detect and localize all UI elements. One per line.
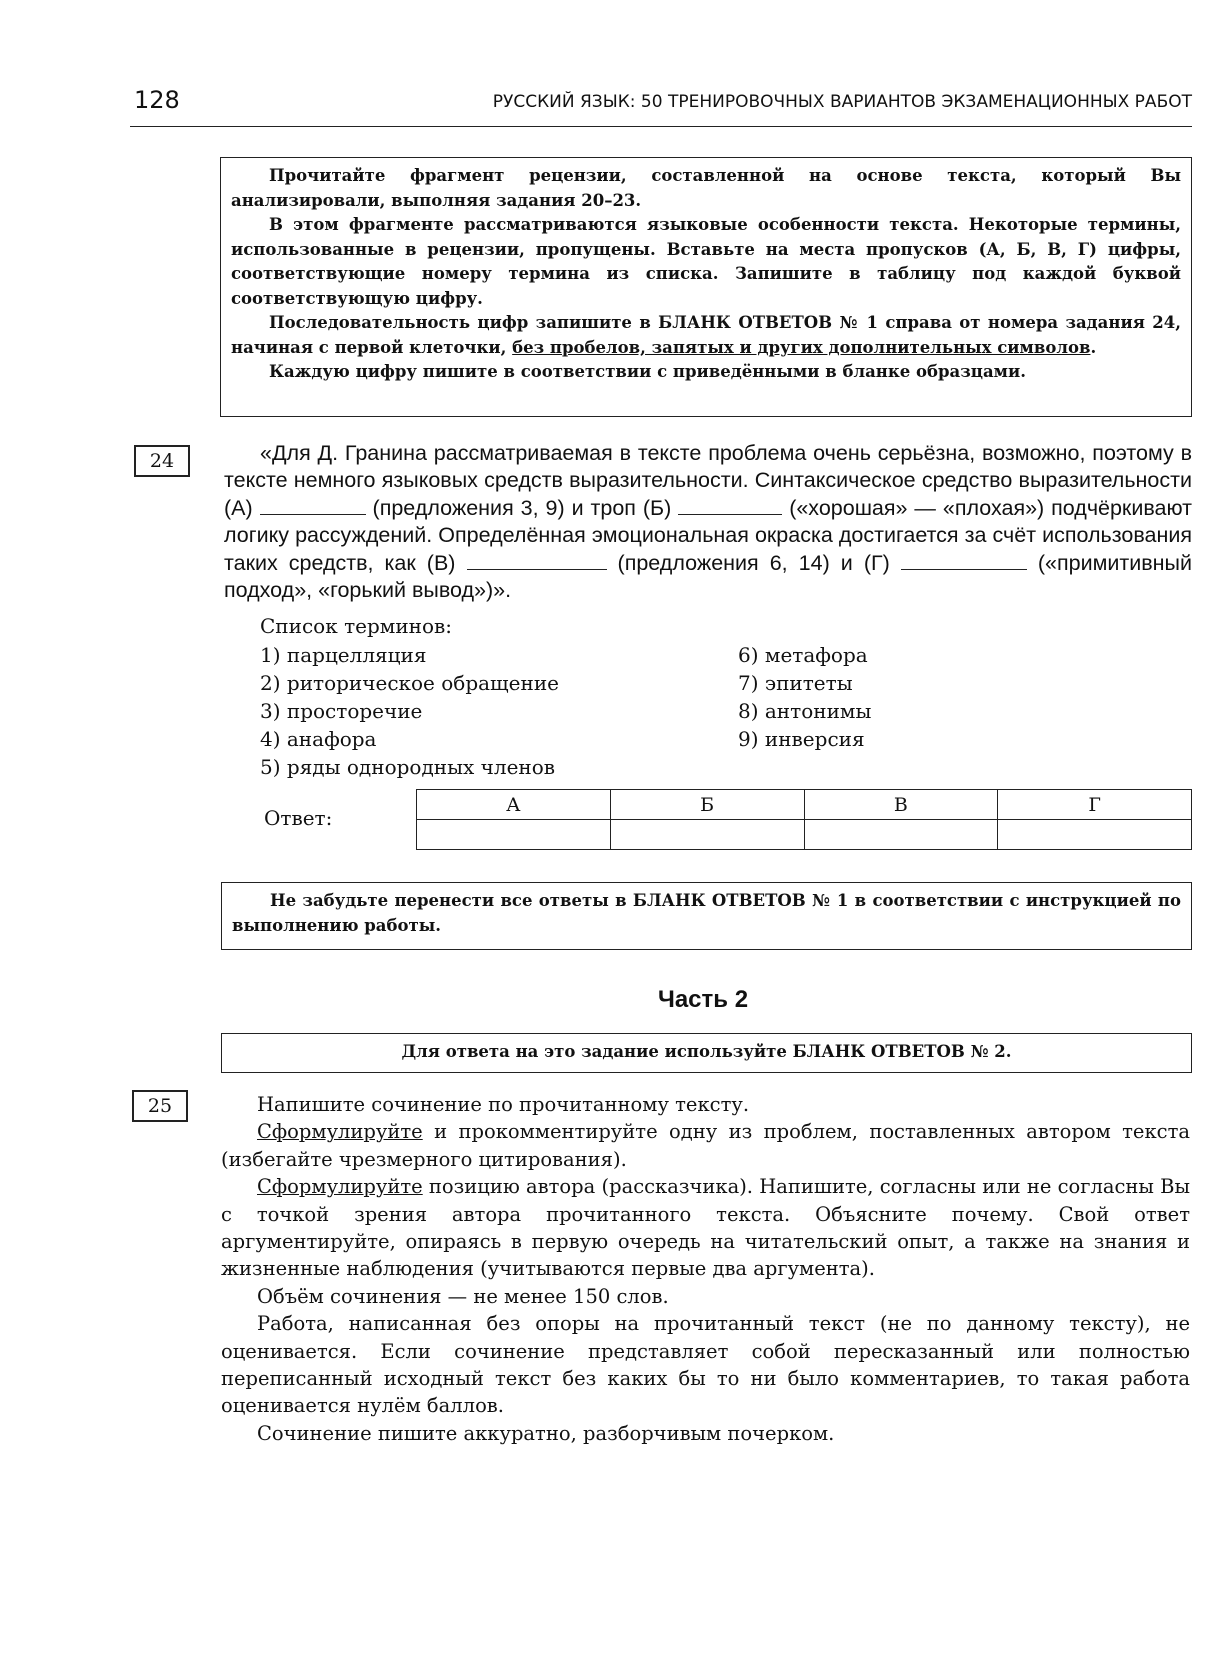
term-item: 1) парцелляция <box>260 643 427 667</box>
instructions-paragraph-1: Прочитайте фрагмент рецензии, составленной на основе текста, который Вы анализировали, выполняя задания 20–23. <box>231 166 1181 210</box>
task-number-24: 24 <box>134 445 190 477</box>
term-item: 8) антонимы <box>738 699 872 723</box>
essay-p2-underlined: Сформулируйте <box>257 1120 423 1144</box>
essay-paragraph-3 <box>221 1173 1190 1283</box>
instructions-paragraph-4: Каждую цифру пишите в соответствии с приведёнными в бланке образцами. <box>269 362 1026 381</box>
answer-cell-g[interactable] <box>998 820 1192 850</box>
blank-b <box>678 496 782 515</box>
answer-header-g: Г <box>998 790 1192 820</box>
answer-cell-a[interactable] <box>417 820 611 850</box>
term-item: 5) ряды однородных членов <box>260 755 556 779</box>
essay-p2-rest: и прокомментируйте одну из проблем, поставленных автором текста (избегайте чрезмерного цитирования). <box>221 1120 1190 1171</box>
term-item: 3) просторечие <box>260 699 423 723</box>
instructions-p3-underlined: без пробелов, запятых и других дополнительных символов <box>512 337 1091 357</box>
review-part-3: («хорошая» — «плохая») подчёркивают логику рассуждений. Определённая эмоциональная окраска достигается за счёт использования таких средств, как (В) <box>224 495 1192 575</box>
answer-header-a: А <box>417 790 611 820</box>
essay-paragraph-1: Напишите сочинение по прочитанному тексту. <box>257 1093 750 1116</box>
terms-title: Список терминов: <box>260 614 453 638</box>
review-part-1: «Для Д. Гранина рассматриваемая в тексте проблема очень серьёзна, возможно, поэтому в тексте немного языковых средств выразительности. Синтаксическое средство выразительности (А) <box>224 441 1192 520</box>
answer-label: Ответ: <box>264 806 333 830</box>
essay-p3-underlined: Сформулируйте <box>257 1175 423 1199</box>
term-item: 2) риторическое обращение <box>260 671 559 695</box>
essay-paragraph-5: Работа, написанная без опоры на прочитанный текст (не по данному тексту), не оценивается. Если сочинение представляет собой пересказанный или полностью переписанный исходный текст без каких бы то ни было комментариев, то такая работа оценивается нулём баллов. <box>221 1312 1190 1418</box>
page-number: 128 <box>134 86 180 114</box>
instructions-p3-start: Последовательность цифр запишите в БЛАНК ОТВЕТОВ № 1 справа от номера задания 24, начиная с первой клеточки, <box>231 313 1181 357</box>
term-item: 9) инверсия <box>738 727 865 751</box>
essay-paragraph-4: Объём сочинения — не менее 150 слов. <box>257 1284 669 1308</box>
running-head: РУССКИЙ ЯЗЫК: 50 ТРЕНИРОВОЧНЫХ ВАРИАНТОВ ЭКЗАМЕНАЦИОННЫХ РАБОТ <box>492 92 1192 112</box>
terms-list-right <box>738 641 871 753</box>
review-part-4: (предложения 6, 14) и (Г) <box>606 550 901 575</box>
answer-cell-b[interactable] <box>610 820 804 850</box>
blank-a <box>260 496 366 515</box>
review-part-5: («примитивный подход», «горький вывод»)». <box>224 550 1192 603</box>
essay-paragraph-2 <box>221 1118 1190 1173</box>
answer-header-v: В <box>804 790 998 820</box>
essay-task <box>221 1091 1190 1447</box>
reminder-box <box>221 882 1192 950</box>
instructions-p3-end: . <box>1090 337 1097 357</box>
review-part-2: (предложения 3, 9) и троп (Б) <box>365 495 679 520</box>
term-item: 7) эпитеты <box>738 671 853 695</box>
header-rule <box>130 126 1192 127</box>
reminder-text: Не забудьте перенести все ответы в БЛАНК ОТВЕТОВ № 1 в соответствии с инструкцией по выполнению работы. <box>232 891 1181 935</box>
task-number-25: 25 <box>132 1090 188 1122</box>
answer-table <box>416 789 1192 850</box>
answer-form-2-note: Для ответа на это задание используйте БЛАНК ОТВЕТОВ № 2. <box>221 1033 1192 1073</box>
review-fragment <box>224 440 1192 604</box>
answer-header-row <box>417 790 1192 820</box>
blank-g <box>901 551 1027 570</box>
terms-list-left <box>260 641 559 781</box>
answer-input-row <box>417 820 1192 850</box>
instructions-paragraph-2: В этом фрагменте рассматриваются языковые особенности текста. Некоторые термины, использованные в рецензии, пропущены. Вставьте на места пропусков (А, Б, В, Г) цифры, соответствующие номеру термина из списка. Запишите в таблицу под каждой буквой соответствующую цифру. <box>231 215 1181 308</box>
term-item: 6) метафора <box>738 643 868 667</box>
instructions-box <box>220 157 1192 417</box>
answer-cell-v[interactable] <box>804 820 998 850</box>
essay-paragraph-6: Сочинение пишите аккуратно, разборчивым почерком. <box>257 1421 835 1445</box>
essay-p3-rest: позицию автора (рассказчика). Напишите, согласны или не согласны Вы с точкой зрения автора прочитанного текста. Объясните почему. Свой ответ аргументируйте, опираясь в первую очередь на читательский опыт, а также на знания и жизненные наблюдения (учитываются первые два аргумента). <box>221 1175 1190 1281</box>
instructions-paragraph-3 <box>231 311 1181 360</box>
answer-header-b: Б <box>610 790 804 820</box>
term-item: 4) анафора <box>260 727 377 751</box>
part-2-title: Часть 2 <box>657 986 749 1013</box>
blank-v <box>467 551 607 570</box>
